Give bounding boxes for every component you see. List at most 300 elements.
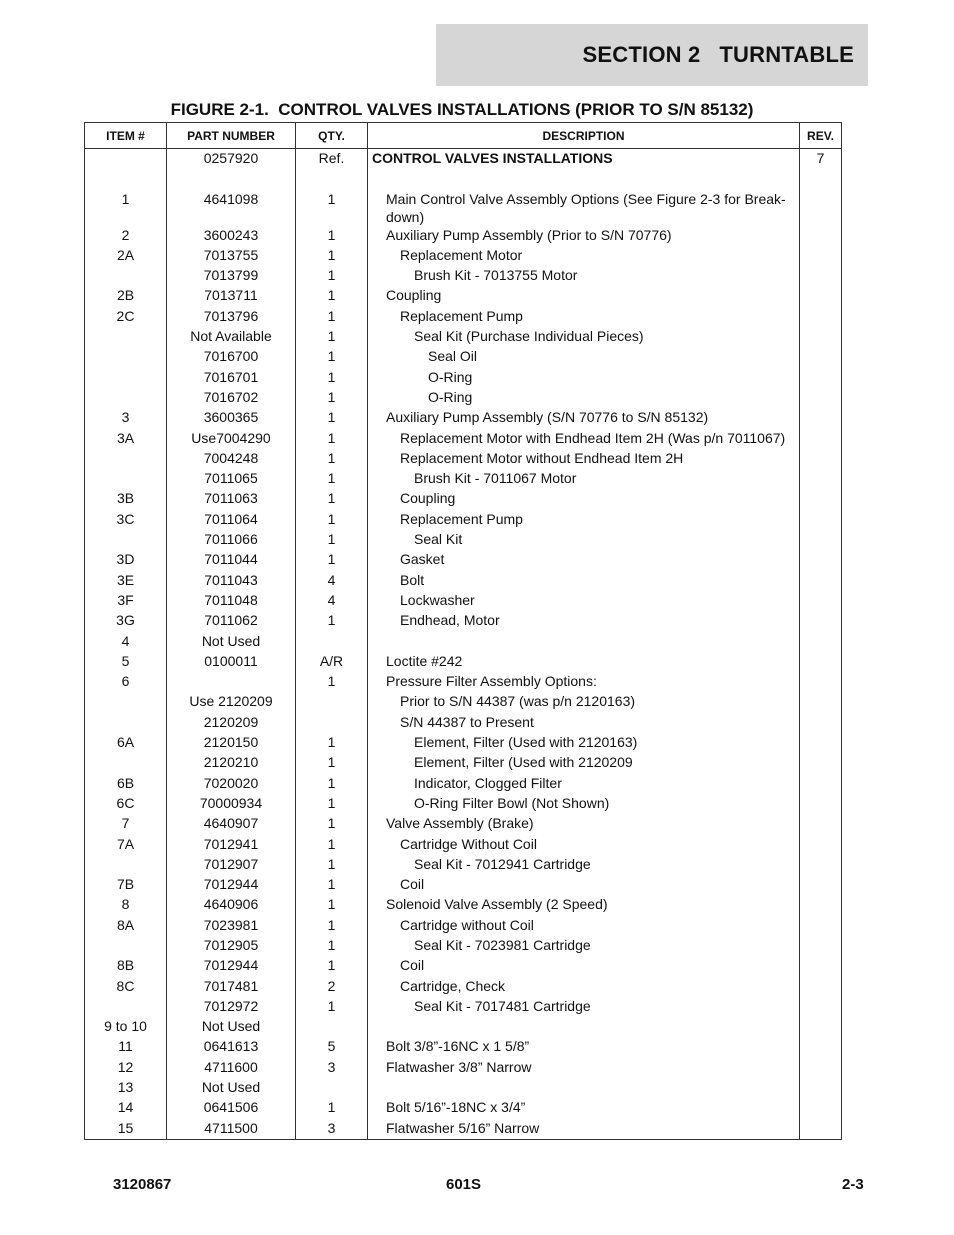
part-number-cell: 7012972 xyxy=(167,997,296,1017)
qty-cell: 1 xyxy=(296,327,368,347)
rev-cell xyxy=(800,327,842,347)
item-cell: 8 xyxy=(85,895,167,915)
qty-cell: 1 xyxy=(296,307,368,327)
description-cell: Replacement Motor with Endhead Item 2H (Was p/n 7011067) xyxy=(368,429,800,449)
rev-cell xyxy=(800,550,842,570)
table-row xyxy=(85,388,842,408)
description-cell: Flatwasher 3/8” Narrow xyxy=(368,1058,800,1078)
item-cell xyxy=(85,149,167,170)
qty-cell xyxy=(296,169,368,189)
qty-cell: 1 xyxy=(296,226,368,246)
rev-cell xyxy=(800,190,842,226)
qty-cell: 5 xyxy=(296,1037,368,1057)
rev-cell xyxy=(800,895,842,915)
description-cell: Bolt xyxy=(368,571,800,591)
qty-cell: 1 xyxy=(296,611,368,631)
description-cell: Seal Kit - 7017481 Cartridge xyxy=(368,997,800,1017)
table-row xyxy=(85,753,842,773)
table-row xyxy=(85,1017,842,1037)
part-number-cell: Use7004290 xyxy=(167,429,296,449)
description-cell: Indicator, Clogged Filter xyxy=(368,774,800,794)
item-cell: 3E xyxy=(85,571,167,591)
rev-cell xyxy=(800,713,842,733)
table-row xyxy=(85,936,842,956)
qty-cell: 1 xyxy=(296,794,368,814)
description-cell: Coil xyxy=(368,875,800,895)
part-number-cell: 0257920 xyxy=(167,149,296,170)
qty-cell: 1 xyxy=(296,733,368,753)
qty-cell xyxy=(296,1078,368,1098)
part-number-cell: 7013755 xyxy=(167,246,296,266)
rev-cell: 7 xyxy=(800,149,842,170)
table-row xyxy=(85,169,842,189)
qty-cell: 1 xyxy=(296,429,368,449)
rev-cell xyxy=(800,266,842,286)
rev-cell xyxy=(800,307,842,327)
rev-cell xyxy=(800,469,842,489)
part-number-cell: 7013799 xyxy=(167,266,296,286)
col-header-qty: QTY. xyxy=(296,123,368,149)
rev-cell xyxy=(800,591,842,611)
rev-cell xyxy=(800,652,842,672)
item-cell: 14 xyxy=(85,1098,167,1118)
table-row xyxy=(85,550,842,570)
description-cell: Replacement Motor xyxy=(368,246,800,266)
table-row xyxy=(85,977,842,997)
item-cell: 3C xyxy=(85,510,167,530)
qty-cell xyxy=(296,713,368,733)
part-number-cell: 7013796 xyxy=(167,307,296,327)
table-row xyxy=(85,774,842,794)
table-row xyxy=(85,226,842,246)
rev-cell xyxy=(800,1037,842,1057)
section-title: SECTION 2 TURNTABLE xyxy=(582,42,854,67)
part-number-cell: 7013711 xyxy=(167,286,296,306)
rev-cell xyxy=(800,936,842,956)
part-number-cell: 7011044 xyxy=(167,550,296,570)
description-cell: Cartridge Without Coil xyxy=(368,835,800,855)
description-cell: Lockwasher xyxy=(368,591,800,611)
qty-cell: 1 xyxy=(296,510,368,530)
qty-cell: 1 xyxy=(296,753,368,773)
item-cell: 12 xyxy=(85,1058,167,1078)
rev-cell xyxy=(800,997,842,1017)
item-cell: 6C xyxy=(85,794,167,814)
table-row xyxy=(85,408,842,428)
part-number-cell: 0641506 xyxy=(167,1098,296,1118)
item-cell: 3F xyxy=(85,591,167,611)
part-number-cell: 7023981 xyxy=(167,916,296,936)
table-row xyxy=(85,327,842,347)
part-number-cell: 7012944 xyxy=(167,875,296,895)
part-number-cell: 7012941 xyxy=(167,835,296,855)
table-row xyxy=(85,591,842,611)
item-cell: 9 to 10 xyxy=(85,1017,167,1037)
rev-cell xyxy=(800,449,842,469)
item-cell: 2C xyxy=(85,307,167,327)
table-row xyxy=(85,611,842,631)
description-cell: O-Ring xyxy=(368,388,800,408)
table-row xyxy=(85,855,842,875)
item-cell xyxy=(85,997,167,1017)
item-cell xyxy=(85,469,167,489)
rev-cell xyxy=(800,286,842,306)
part-number-cell: 2120210 xyxy=(167,753,296,773)
description-cell: Auxiliary Pump Assembly (Prior to S/N 70776) xyxy=(368,226,800,246)
part-number-cell: 7011066 xyxy=(167,530,296,550)
table-row xyxy=(85,1078,842,1098)
item-cell xyxy=(85,692,167,712)
table-row xyxy=(85,449,842,469)
part-number-cell: 4641098 xyxy=(167,190,296,226)
part-number-cell: Not Available xyxy=(167,327,296,347)
rev-cell xyxy=(800,632,842,652)
footer-doc-number: 3120867 xyxy=(113,1176,172,1193)
description-cell: Gasket xyxy=(368,550,800,570)
item-cell: 7 xyxy=(85,814,167,834)
description-cell: Pressure Filter Assembly Options: xyxy=(368,672,800,692)
footer-model: 601S xyxy=(446,1176,482,1193)
table-row xyxy=(85,429,842,449)
item-cell xyxy=(85,347,167,367)
rev-cell xyxy=(800,246,842,266)
description-cell: Coupling xyxy=(368,489,800,509)
qty-cell: 3 xyxy=(296,1058,368,1078)
rev-cell xyxy=(800,692,842,712)
description-cell: Replacement Pump xyxy=(368,307,800,327)
col-header-item: ITEM # xyxy=(85,123,167,149)
item-cell: 7B xyxy=(85,875,167,895)
description-cell xyxy=(368,632,800,652)
rev-cell xyxy=(800,1078,842,1098)
qty-cell xyxy=(296,632,368,652)
parts-table-body xyxy=(85,149,842,1140)
description-cell: O-Ring xyxy=(368,368,800,388)
item-cell xyxy=(85,855,167,875)
rev-cell xyxy=(800,611,842,631)
rev-cell xyxy=(800,408,842,428)
item-cell: 5 xyxy=(85,652,167,672)
parts-table xyxy=(84,122,842,1140)
part-number-cell: 7016700 xyxy=(167,347,296,367)
qty-cell: 1 xyxy=(296,916,368,936)
description-cell: Coupling xyxy=(368,286,800,306)
item-cell: 8A xyxy=(85,916,167,936)
part-number-cell: 7016702 xyxy=(167,388,296,408)
description-cell: CONTROL VALVES INSTALLATIONS xyxy=(368,149,800,170)
description-cell xyxy=(368,169,800,189)
part-number-cell: 4711500 xyxy=(167,1119,296,1140)
description-cell: Seal Kit xyxy=(368,530,800,550)
section-header xyxy=(436,24,868,86)
description-cell: Element, Filter (Used with 2120209 xyxy=(368,753,800,773)
part-number-cell: 7011064 xyxy=(167,510,296,530)
rev-cell xyxy=(800,347,842,367)
qty-cell: 1 xyxy=(296,814,368,834)
item-cell: 2A xyxy=(85,246,167,266)
part-number-cell xyxy=(167,672,296,692)
table-row xyxy=(85,997,842,1017)
table-row xyxy=(85,895,842,915)
description-cell: S/N 44387 to Present xyxy=(368,713,800,733)
description-cell: Seal Kit - 7023981 Cartridge xyxy=(368,936,800,956)
table-row xyxy=(85,835,842,855)
qty-cell: 1 xyxy=(296,246,368,266)
item-cell: 8C xyxy=(85,977,167,997)
item-cell: 3G xyxy=(85,611,167,631)
description-cell: Cartridge, Check xyxy=(368,977,800,997)
item-cell xyxy=(85,449,167,469)
part-number-cell: 7020020 xyxy=(167,774,296,794)
item-cell: 2 xyxy=(85,226,167,246)
footer-page-number: 2-3 xyxy=(842,1176,864,1193)
qty-cell: 1 xyxy=(296,875,368,895)
table-row xyxy=(85,1058,842,1078)
part-number-cell: 70000934 xyxy=(167,794,296,814)
qty-cell xyxy=(296,1017,368,1037)
part-number-cell: 3600243 xyxy=(167,226,296,246)
item-cell: 3 xyxy=(85,408,167,428)
description-cell: Prior to S/N 44387 (was p/n 2120163) xyxy=(368,692,800,712)
part-number-cell: 7011043 xyxy=(167,571,296,591)
table-header-row xyxy=(85,123,842,149)
qty-cell: 1 xyxy=(296,956,368,976)
part-number-cell: 0100011 xyxy=(167,652,296,672)
table-row xyxy=(85,632,842,652)
description-cell: Auxiliary Pump Assembly (S/N 70776 to S/N 85132) xyxy=(368,408,800,428)
table-row xyxy=(85,794,842,814)
rev-cell xyxy=(800,1017,842,1037)
description-cell: Coil xyxy=(368,956,800,976)
qty-cell: 3 xyxy=(296,1119,368,1140)
qty-cell: 1 xyxy=(296,286,368,306)
rev-cell xyxy=(800,1098,842,1118)
item-cell: 3D xyxy=(85,550,167,570)
description-cell: Bolt 5/16”-18NC x 3/4” xyxy=(368,1098,800,1118)
part-number-cell: 7016701 xyxy=(167,368,296,388)
qty-cell: 1 xyxy=(296,388,368,408)
item-cell: 6A xyxy=(85,733,167,753)
table-row xyxy=(85,149,842,170)
description-cell: Replacement Pump xyxy=(368,510,800,530)
qty-cell: 1 xyxy=(296,774,368,794)
table-row xyxy=(85,692,842,712)
part-number-cell: 4640906 xyxy=(167,895,296,915)
item-cell: 1 xyxy=(85,190,167,226)
rev-cell xyxy=(800,489,842,509)
item-cell: 7A xyxy=(85,835,167,855)
part-number-cell xyxy=(167,169,296,189)
table-row xyxy=(85,530,842,550)
table-row xyxy=(85,733,842,753)
rev-cell xyxy=(800,510,842,530)
table-row xyxy=(85,1037,842,1057)
rev-cell xyxy=(800,835,842,855)
qty-cell: 1 xyxy=(296,489,368,509)
item-cell: 8B xyxy=(85,956,167,976)
item-cell: 2B xyxy=(85,286,167,306)
table-row xyxy=(85,266,842,286)
table-row xyxy=(85,246,842,266)
description-cell xyxy=(368,1078,800,1098)
table-row xyxy=(85,713,842,733)
table-row xyxy=(85,510,842,530)
part-number-cell: 4640907 xyxy=(167,814,296,834)
rev-cell xyxy=(800,753,842,773)
part-number-cell: 2120209 xyxy=(167,713,296,733)
qty-cell: 1 xyxy=(296,1098,368,1118)
col-header-description: DESCRIPTION xyxy=(368,123,800,149)
rev-cell xyxy=(800,226,842,246)
rev-cell xyxy=(800,956,842,976)
table-row xyxy=(85,307,842,327)
rev-cell xyxy=(800,814,842,834)
item-cell xyxy=(85,753,167,773)
table-row xyxy=(85,489,842,509)
col-header-rev: REV. xyxy=(800,123,842,149)
description-cell: Replacement Motor without Endhead Item 2H xyxy=(368,449,800,469)
part-number-cell: 7012944 xyxy=(167,956,296,976)
table-row xyxy=(85,469,842,489)
rev-cell xyxy=(800,916,842,936)
item-cell: 4 xyxy=(85,632,167,652)
part-number-cell: 7011065 xyxy=(167,469,296,489)
table-row xyxy=(85,286,842,306)
figure-title: FIGURE 2-1. CONTROL VALVES INSTALLATIONS (PRIOR TO S/N 85132) xyxy=(170,100,754,119)
part-number-cell: 4711600 xyxy=(167,1058,296,1078)
qty-cell: 1 xyxy=(296,895,368,915)
description-cell: Valve Assembly (Brake) xyxy=(368,814,800,834)
rev-cell xyxy=(800,875,842,895)
rev-cell xyxy=(800,1058,842,1078)
description-cell xyxy=(368,1017,800,1037)
description-cell: Element, Filter (Used with 2120163) xyxy=(368,733,800,753)
rev-cell xyxy=(800,368,842,388)
table-row xyxy=(85,347,842,367)
rev-cell xyxy=(800,530,842,550)
description-cell: Bolt 3/8”-16NC x 1 5/8” xyxy=(368,1037,800,1057)
qty-cell: 1 xyxy=(296,550,368,570)
item-cell: 6B xyxy=(85,774,167,794)
qty-cell: Ref. xyxy=(296,149,368,170)
part-number-cell: Not Used xyxy=(167,1017,296,1037)
rev-cell xyxy=(800,429,842,449)
item-cell: 6 xyxy=(85,672,167,692)
item-cell: 15 xyxy=(85,1119,167,1140)
part-number-cell: 7017481 xyxy=(167,977,296,997)
qty-cell: 1 xyxy=(296,997,368,1017)
part-number-cell: 3600365 xyxy=(167,408,296,428)
qty-cell: A/R xyxy=(296,652,368,672)
table-row xyxy=(85,1098,842,1118)
part-number-cell: Use 2120209 xyxy=(167,692,296,712)
rev-cell xyxy=(800,733,842,753)
part-number-cell: Not Used xyxy=(167,632,296,652)
item-cell xyxy=(85,327,167,347)
part-number-cell: 7011063 xyxy=(167,489,296,509)
qty-cell: 1 xyxy=(296,408,368,428)
description-cell: Seal Oil xyxy=(368,347,800,367)
description-cell: Solenoid Valve Assembly (2 Speed) xyxy=(368,895,800,915)
table-row xyxy=(85,190,842,226)
qty-cell: 1 xyxy=(296,190,368,226)
item-cell xyxy=(85,266,167,286)
table-row xyxy=(85,652,842,672)
qty-cell: 1 xyxy=(296,672,368,692)
qty-cell: 1 xyxy=(296,469,368,489)
rev-cell xyxy=(800,169,842,189)
qty-cell: 1 xyxy=(296,368,368,388)
qty-cell: 4 xyxy=(296,571,368,591)
qty-cell: 1 xyxy=(296,936,368,956)
table-row xyxy=(85,956,842,976)
qty-cell: 2 xyxy=(296,977,368,997)
description-cell: Brush Kit - 7013755 Motor xyxy=(368,266,800,286)
item-cell: 11 xyxy=(85,1037,167,1057)
description-cell: O-Ring Filter Bowl (Not Shown) xyxy=(368,794,800,814)
item-cell: 13 xyxy=(85,1078,167,1098)
rev-cell xyxy=(800,774,842,794)
description-cell: Cartridge without Coil xyxy=(368,916,800,936)
item-cell xyxy=(85,368,167,388)
rev-cell xyxy=(800,388,842,408)
part-number-cell: 7012907 xyxy=(167,855,296,875)
description-cell: Main Control Valve Assembly Options (See Figure 2-3 for Break-down) xyxy=(368,190,800,226)
item-cell xyxy=(85,530,167,550)
description-cell: Seal Kit (Purchase Individual Pieces) xyxy=(368,327,800,347)
rev-cell xyxy=(800,672,842,692)
qty-cell: 1 xyxy=(296,530,368,550)
table-row xyxy=(85,916,842,936)
part-number-cell: Not Used xyxy=(167,1078,296,1098)
description-cell: Endhead, Motor xyxy=(368,611,800,631)
description-cell: Brush Kit - 7011067 Motor xyxy=(368,469,800,489)
table-row xyxy=(85,1119,842,1140)
part-number-cell: 7011048 xyxy=(167,591,296,611)
rev-cell xyxy=(800,794,842,814)
item-cell xyxy=(85,388,167,408)
qty-cell: 1 xyxy=(296,449,368,469)
qty-cell: 4 xyxy=(296,591,368,611)
item-cell: 3A xyxy=(85,429,167,449)
col-header-part-number: PART NUMBER xyxy=(167,123,296,149)
rev-cell xyxy=(800,1119,842,1140)
item-cell xyxy=(85,936,167,956)
rev-cell xyxy=(800,571,842,591)
rev-cell xyxy=(800,977,842,997)
qty-cell xyxy=(296,692,368,712)
part-number-cell: 0641613 xyxy=(167,1037,296,1057)
table-row xyxy=(85,814,842,834)
item-cell: 3B xyxy=(85,489,167,509)
qty-cell: 1 xyxy=(296,347,368,367)
qty-cell: 1 xyxy=(296,835,368,855)
table-row xyxy=(85,571,842,591)
description-cell: Flatwasher 5/16” Narrow xyxy=(368,1119,800,1140)
part-number-cell: 7011062 xyxy=(167,611,296,631)
table-row xyxy=(85,875,842,895)
table-row xyxy=(85,672,842,692)
part-number-cell: 7004248 xyxy=(167,449,296,469)
item-cell xyxy=(85,169,167,189)
description-cell: Seal Kit - 7012941 Cartridge xyxy=(368,855,800,875)
part-number-cell: 2120150 xyxy=(167,733,296,753)
item-cell xyxy=(85,713,167,733)
rev-cell xyxy=(800,855,842,875)
table-row xyxy=(85,368,842,388)
qty-cell: 1 xyxy=(296,266,368,286)
part-number-cell: 7012905 xyxy=(167,936,296,956)
